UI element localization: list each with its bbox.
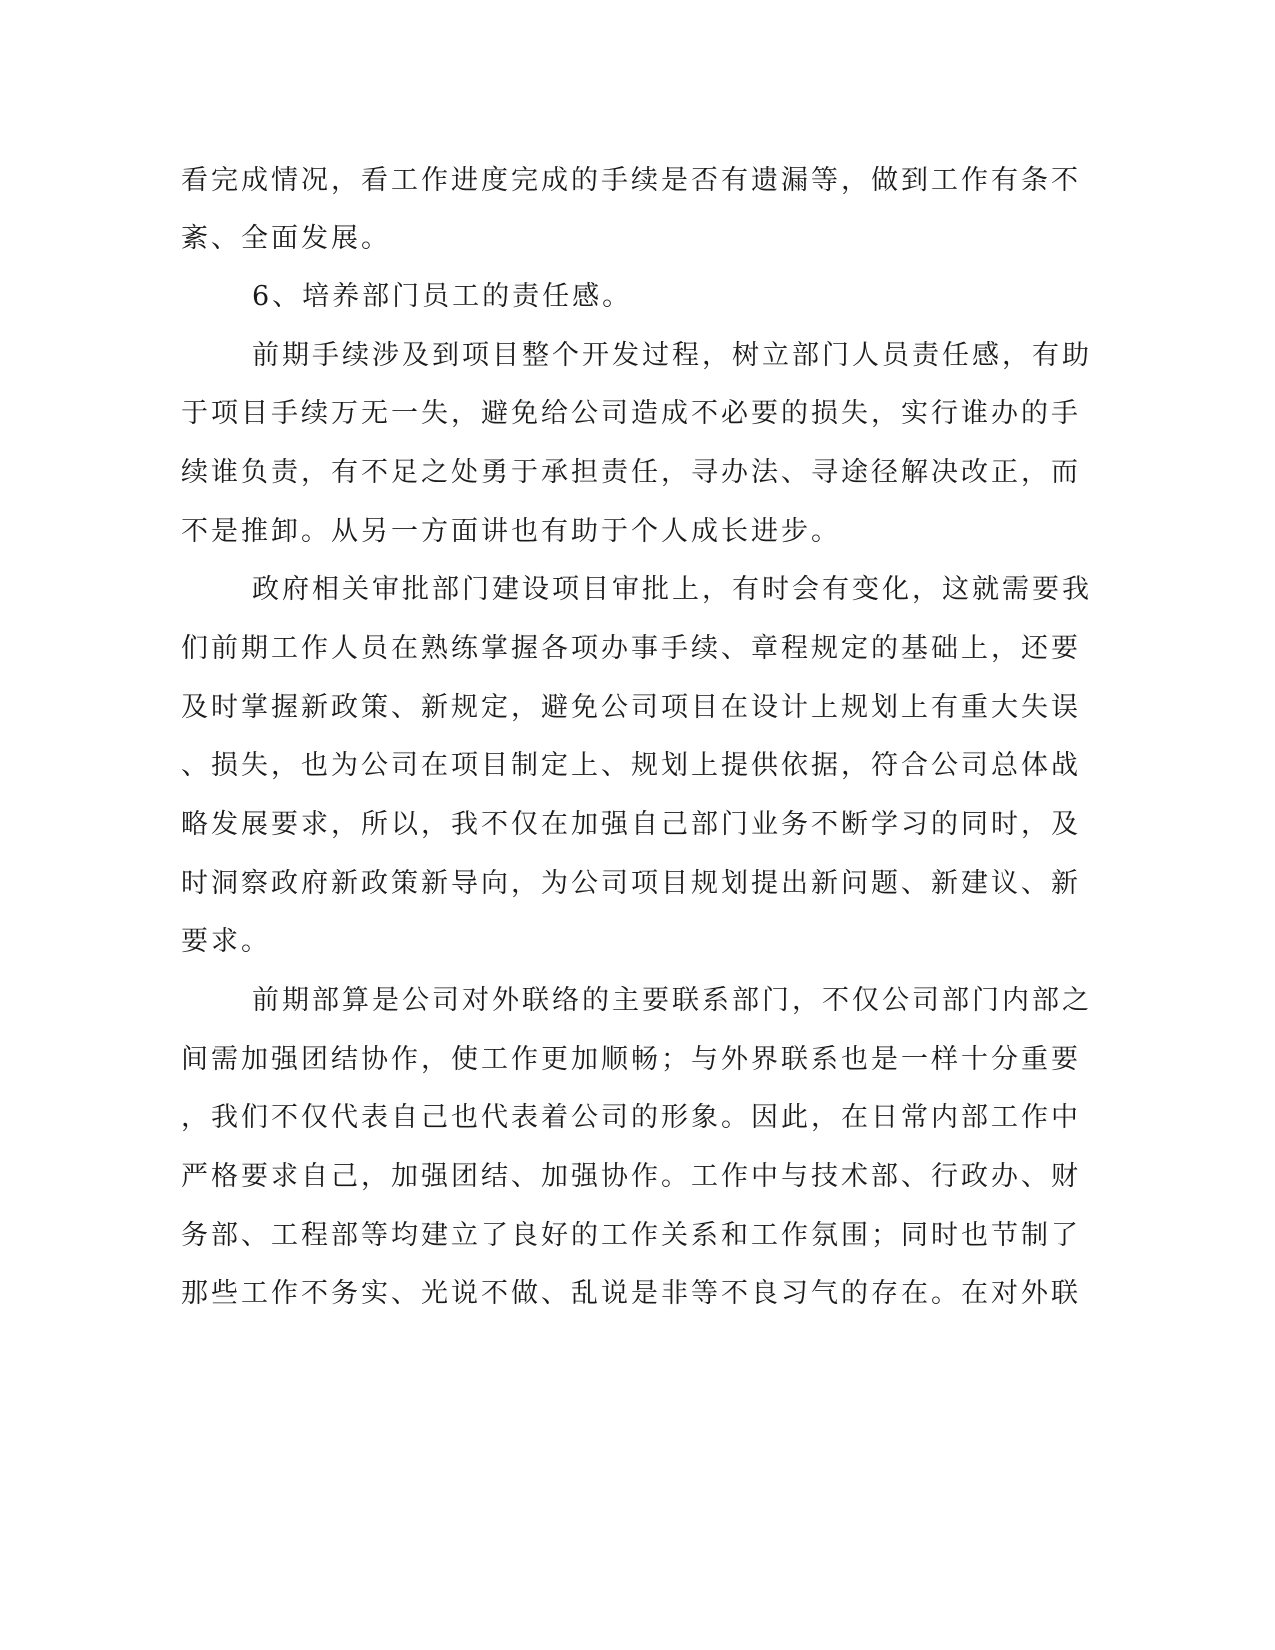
text-line: 务部、工程部等均建立了良好的工作关系和工作氛围；同时也节制了 (181, 1220, 1081, 1251)
text-line: 于项目手续万无一失，避免给公司造成不必要的损失，实行谁办的手 (181, 398, 1081, 429)
text-line: 间需加强团结协作，使工作更加顺畅；与外界联系也是一样十分重要 (181, 1044, 1081, 1075)
text-line: 时洞察政府新政策新导向，为公司项目规划提出新问题、新建议、新 (181, 868, 1081, 899)
text-line: 们前期工作人员在熟练掌握各项办事手续、章程规定的基础上，还要 (181, 633, 1081, 664)
text-line: 续谁负责，有不足之处勇于承担责任，寻办法、寻途径解决改正，而 (181, 457, 1081, 488)
text-line: 政府相关审批部门建设项目审批上，有时会有变化，这就需要我 (252, 574, 1092, 605)
text-line: 不是推卸。从另一方面讲也有助于个人成长进步。 (181, 516, 841, 547)
text-line: 前期手续涉及到项目整个开发过程，树立部门人员责任感，有助 (252, 340, 1092, 371)
text-line: 严格要求自己，加强团结、加强协作。工作中与技术部、行政办、财 (181, 1161, 1081, 1192)
text-line: ，我们不仅代表自己也代表着公司的形象。因此，在日常内部工作中 (181, 1102, 1081, 1133)
text-line: 紊、全面发展。 (181, 223, 391, 254)
text-line: 、损失，也为公司在项目制定上、规划上提供依据，符合公司总体战 (181, 750, 1081, 781)
text-line: 略发展要求，所以，我不仅在加强自己部门业务不断学习的同时，及 (181, 809, 1081, 840)
text-line: 要求。 (181, 926, 271, 957)
text-line: 前期部算是公司对外联络的主要联系部门，不仅公司部门内部之 (252, 985, 1092, 1016)
text-line: 看完成情况，看工作进度完成的手续是否有遗漏等，做到工作有条不 (181, 165, 1081, 196)
section-heading: 6、培养部门员工的责任感。 (252, 281, 633, 312)
text-line: 及时掌握新政策、新规定，避免公司项目在设计上规划上有重大失误 (181, 692, 1081, 723)
text-line: 那些工作不务实、光说不做、乱说是非等不良习气的存在。在对外联 (181, 1278, 1081, 1309)
